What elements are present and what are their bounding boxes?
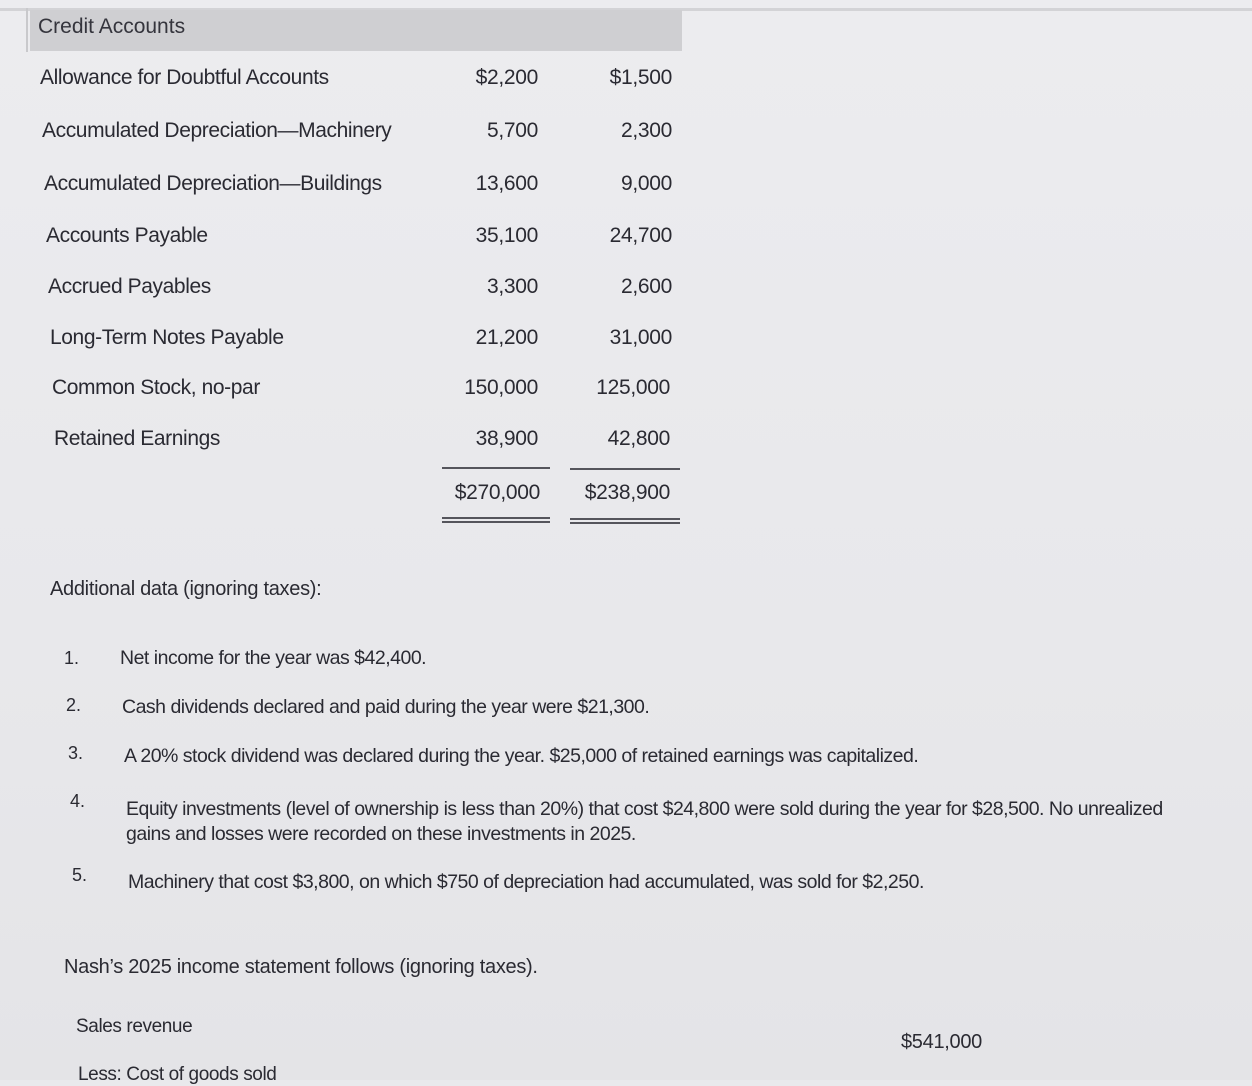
prior-year-value: 2,300 bbox=[620, 119, 672, 142]
list-item: Equity investments (level of ownership is less than 20%) that cost $24,800 were sold during the year for $28,500. No unrealized gains and losses were recorded on these investments in 2025. bbox=[126, 798, 1163, 845]
current-year-value: 35,100 bbox=[475, 224, 538, 247]
prior-year-value: 125,000 bbox=[596, 376, 670, 399]
additional-data-title: Additional data (ignoring taxes): bbox=[50, 578, 322, 600]
prior-year-value: 9,000 bbox=[620, 172, 672, 195]
current-year-value: 5,700 bbox=[486, 119, 538, 142]
current-year-value: 13,600 bbox=[475, 172, 538, 195]
double-underline bbox=[570, 522, 680, 524]
prior-year-value: 2,600 bbox=[620, 275, 672, 298]
list-item-number: 3. bbox=[68, 743, 84, 763]
sales-revenue-label: Sales revenue bbox=[76, 1016, 193, 1037]
list-item-number: 2. bbox=[66, 695, 82, 715]
prior-year-value: 42,800 bbox=[607, 427, 670, 450]
prior-year-total: $238,900 bbox=[584, 481, 670, 504]
current-year-value: 21,200 bbox=[475, 326, 538, 349]
account-label: Allowance for Doubtful Accounts bbox=[40, 66, 329, 89]
account-label: Common Stock, no-par bbox=[52, 376, 260, 399]
account-label: Retained Earnings bbox=[54, 427, 220, 450]
current-year-value: 3,300 bbox=[486, 275, 538, 298]
current-year-value: 150,000 bbox=[464, 376, 538, 399]
account-label: Accrued Payables bbox=[48, 275, 211, 298]
prior-year-value: 24,700 bbox=[609, 224, 672, 247]
cogs-label: Less: Cost of goods sold bbox=[78, 1064, 277, 1085]
left-divider bbox=[26, 8, 28, 52]
table-header-bar bbox=[30, 10, 682, 51]
account-label: Long-Term Notes Payable bbox=[50, 326, 284, 349]
double-underline bbox=[442, 521, 550, 523]
account-label: Accounts Payable bbox=[46, 224, 208, 247]
subtotal-rule bbox=[570, 468, 680, 470]
double-underline bbox=[570, 518, 680, 520]
prior-year-value: $1,500 bbox=[609, 66, 672, 89]
subtotal-rule bbox=[442, 467, 550, 469]
sales-revenue-value: $541,000 bbox=[900, 1031, 982, 1053]
list-item: A 20% stock dividend was declared during the year. $25,000 of retained earnings was capitalized. bbox=[124, 745, 919, 767]
account-label: Accumulated Depreciation—Machinery bbox=[42, 119, 392, 142]
current-year-total: $270,000 bbox=[454, 481, 540, 504]
list-item: Cash dividends declared and paid during the year were $21,300. bbox=[122, 696, 650, 718]
list-item-number: 1. bbox=[64, 648, 80, 668]
list-item: Machinery that cost $3,800, on which $750 of depreciation had accumulated, was sold for $2,250. bbox=[128, 871, 924, 893]
prior-year-value: 31,000 bbox=[609, 326, 672, 349]
list-item-number: 4. bbox=[70, 791, 86, 811]
current-year-value: $2,200 bbox=[475, 66, 538, 89]
list-item-number: 5. bbox=[72, 865, 88, 885]
current-year-value: 38,900 bbox=[475, 427, 538, 450]
income-statement-intro: Nash’s 2025 income statement follows (ignoring taxes). bbox=[64, 956, 538, 978]
double-underline bbox=[442, 517, 550, 519]
table-header-title: Credit Accounts bbox=[38, 15, 186, 38]
list-item: Net income for the year was $42,400. bbox=[120, 647, 427, 669]
account-label: Accumulated Depreciation—Buildings bbox=[44, 172, 382, 195]
